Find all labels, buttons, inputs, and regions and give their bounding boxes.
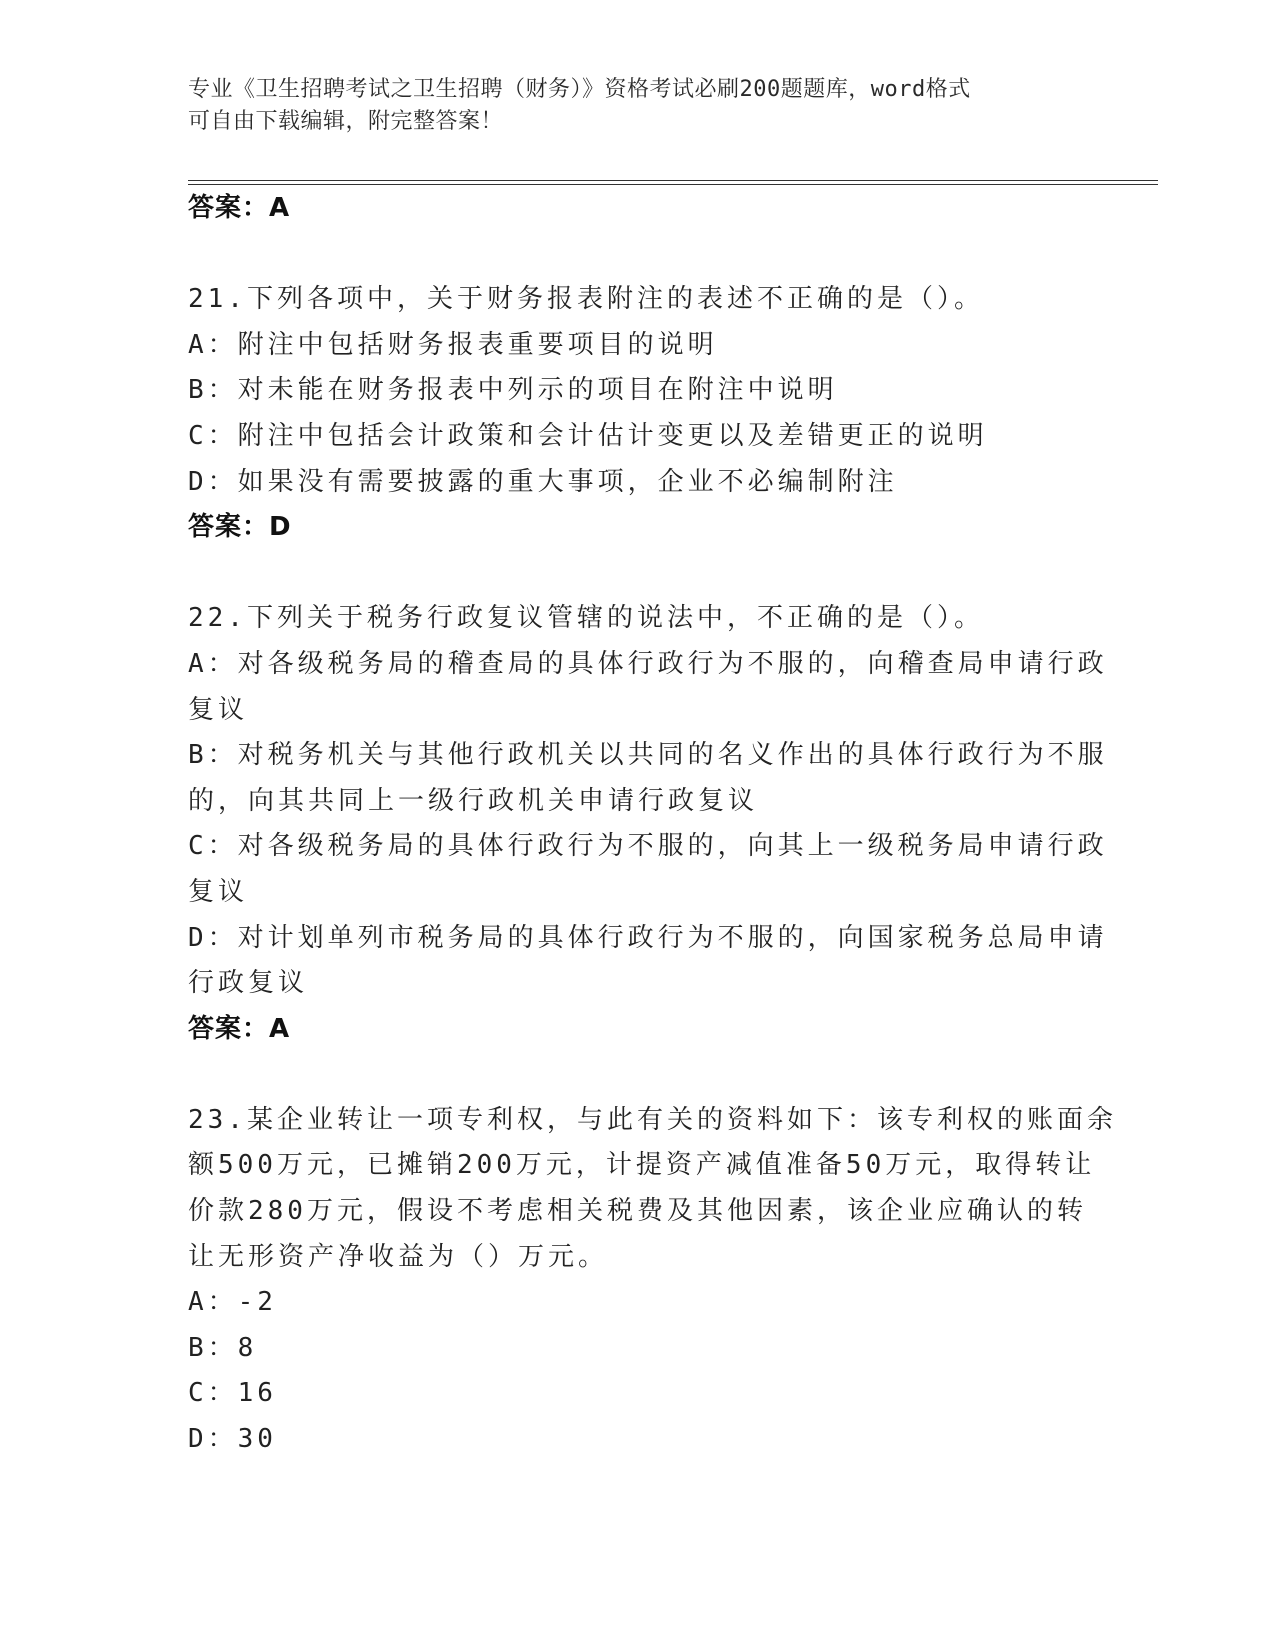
option-d: D：如果没有需要披露的重大事项，企业不必编制附注 — [188, 466, 898, 497]
header-divider-bottom — [188, 184, 1158, 185]
header-line-1: 专业《卫生招聘考试之卫生招聘（财务）》资格考试必刷200题题库，word格式 — [188, 77, 971, 102]
question-stem-continued: 让无形资产净收益为（）万元。 — [188, 1241, 609, 1272]
question-content — [188, 186, 1117, 1463]
answer-line: 答案：D — [188, 512, 292, 543]
option-a: A：附注中包括财务报表重要项目的说明 — [188, 329, 718, 360]
option-d: D：30 — [188, 1424, 277, 1455]
question-stem: 21.下列各项中，关于财务报表附注的表述不正确的是（）。 — [188, 284, 984, 315]
spacer — [188, 551, 1088, 597]
spacer — [188, 232, 1088, 278]
option-c: C：对各级税务局的具体行政行为不服的，向其上一级税务局申请行政 — [188, 831, 1108, 862]
option-c: C：附注中包括会计政策和会计估计变更以及差错更正的说明 — [188, 420, 988, 451]
header-divider-top — [188, 180, 1158, 181]
option-c-continued: 复议 — [188, 876, 249, 907]
option-b: B：8 — [188, 1332, 258, 1363]
question-stem-continued: 额500万元，已摊销200万元，计提资产减值准备50万元，取得转让 — [188, 1150, 1096, 1181]
answer-line: 答案：A — [188, 1013, 291, 1044]
header-line-2: 可自由下载编辑，附完整答案！ — [188, 109, 504, 134]
option-d-continued: 行政复议 — [188, 968, 309, 999]
option-a-continued: 复议 — [188, 694, 249, 725]
answer-line: 答案：A — [188, 193, 291, 223]
question-block — [188, 277, 1088, 551]
option-d: D：对计划单列市税务局的具体行政行为不服的，向国家税务总局申请 — [188, 922, 1108, 953]
question-stem: 22.下列关于税务行政复议管辖的说法中，不正确的是（）。 — [188, 603, 984, 634]
question-block — [188, 1098, 1117, 1463]
question-stem: 23.某企业转让一项专利权，与此有关的资料如下：该专利权的账面余 — [188, 1104, 1117, 1135]
option-b-continued: 的，向其共同上一级行政机关申请行政复议 — [188, 785, 759, 816]
option-a: A：-2 — [188, 1287, 277, 1318]
spacer — [188, 1052, 1088, 1098]
question-stem-continued: 价款280万元，假设不考虑相关税费及其他因素，该企业应确认的转 — [188, 1196, 1087, 1227]
option-a: A：对各级税务局的稽查局的具体行政行为不服的，向稽查局申请行政 — [188, 648, 1108, 679]
option-b: B：对税务机关与其他行政机关以共同的名义作出的具体行政行为不服 — [188, 740, 1108, 771]
option-c: C：16 — [188, 1378, 277, 1409]
option-b: B：对未能在财务报表中列示的项目在附注中说明 — [188, 375, 838, 406]
document-header — [188, 74, 1088, 138]
question-block — [188, 596, 1108, 1052]
